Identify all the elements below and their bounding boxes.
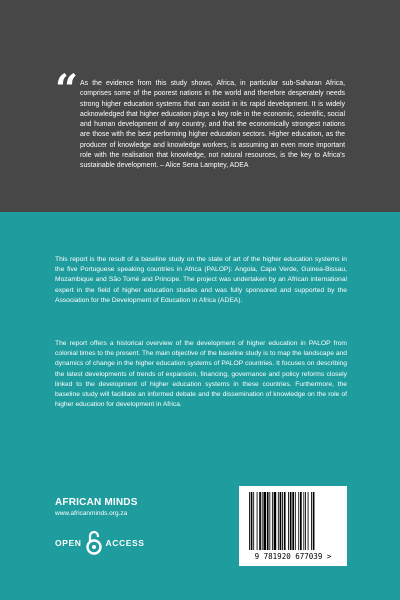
barcode-bar [284,492,286,550]
barcode-bar [259,492,261,550]
barcode-bar [313,492,315,550]
barcode-bar [257,492,258,550]
barcode-bar [267,492,269,550]
barcode-bar [290,492,292,550]
quote-mark-icon: “ [55,66,79,113]
barcode-bar [303,492,304,550]
barcode-bar [305,492,306,550]
barcode-bar [288,492,289,550]
open-access-label-right: ACCESS [105,538,145,548]
barcode-digits: 9 781920 677039 > [254,552,332,561]
barcode-bar [295,492,296,550]
barcode-bar [262,492,263,550]
barcode-bar [282,492,283,550]
barcode-bar [300,492,302,550]
description-paragraph-1: This report is the result of a baseline study on the state of art of the higher education systems in the five Portuguese speaking countries in Africa (PALOP): Angola, Cape Verde, Guinea-Bissau, Mozambique and São Tomé and Principe. The project was undertaken by an African international expert in the field of higher education studies and was fully sponsored and supported by the Association for the Development of Education in Africa (ADEA). [55,256,347,304]
barcode-bar [272,492,273,550]
barcode-bar [263,492,266,550]
barcode-bar [298,492,299,550]
isbn-barcode [239,486,347,566]
barcode-bar [292,492,294,550]
quote-panel [0,0,400,212]
publisher-name: AFRICAN MINDS [55,497,138,508]
quote-text: As the evidence from this study shows, Africa, in particular sub-Saharan Africa, comprises some of the poorest nations in the world and therefore desperately needs strong higher education systems that can assist in its rapid development. It is widely acknowledged that higher education plays a key role in the economic, scientific, social and human development of any country, and that the economically strongest nations are those with the best performing higher education sectors. Higher education, as the producer of knowledge and knowledge workers, is assuming an even more important role with the realisation that knowledge, not natural resources, is the key to Africa's sustainable development. – Alice Sena Lamptey, ADEA [80,80,345,170]
barcode-bar [278,492,279,550]
open-access-label-left: OPEN [55,538,82,548]
open-access-lock-icon [86,530,102,556]
barcode-bar [308,492,309,550]
barcode-bar [280,492,282,550]
barcode-bar [249,492,250,550]
barcode-bars [247,492,339,550]
open-access-logo [55,530,145,556]
description-paragraph-2: The report offers a historical overview of the development of higher education in PALOP from colonial times to the present. The main objective of the baseline study is to map the landscape and dynamics of change in the higher education systems of PALOP countries. It focuses on describing the latest developments of trends of expansion, financing, governance and policy reforms closely linked to the development of higher education systems in these countries. Furthermore, the baseline study will facilitate an informed debate and the dissemination of knowledge on the role of higher education for development in Africa. [55,340,347,409]
barcode-bar [251,492,253,550]
barcode-bar [269,492,270,550]
barcode-bar [274,492,277,550]
barcode-bar [253,492,254,550]
publisher-website[interactable]: www.africanminds.org.za [55,510,128,517]
barcode-bar [311,492,312,550]
